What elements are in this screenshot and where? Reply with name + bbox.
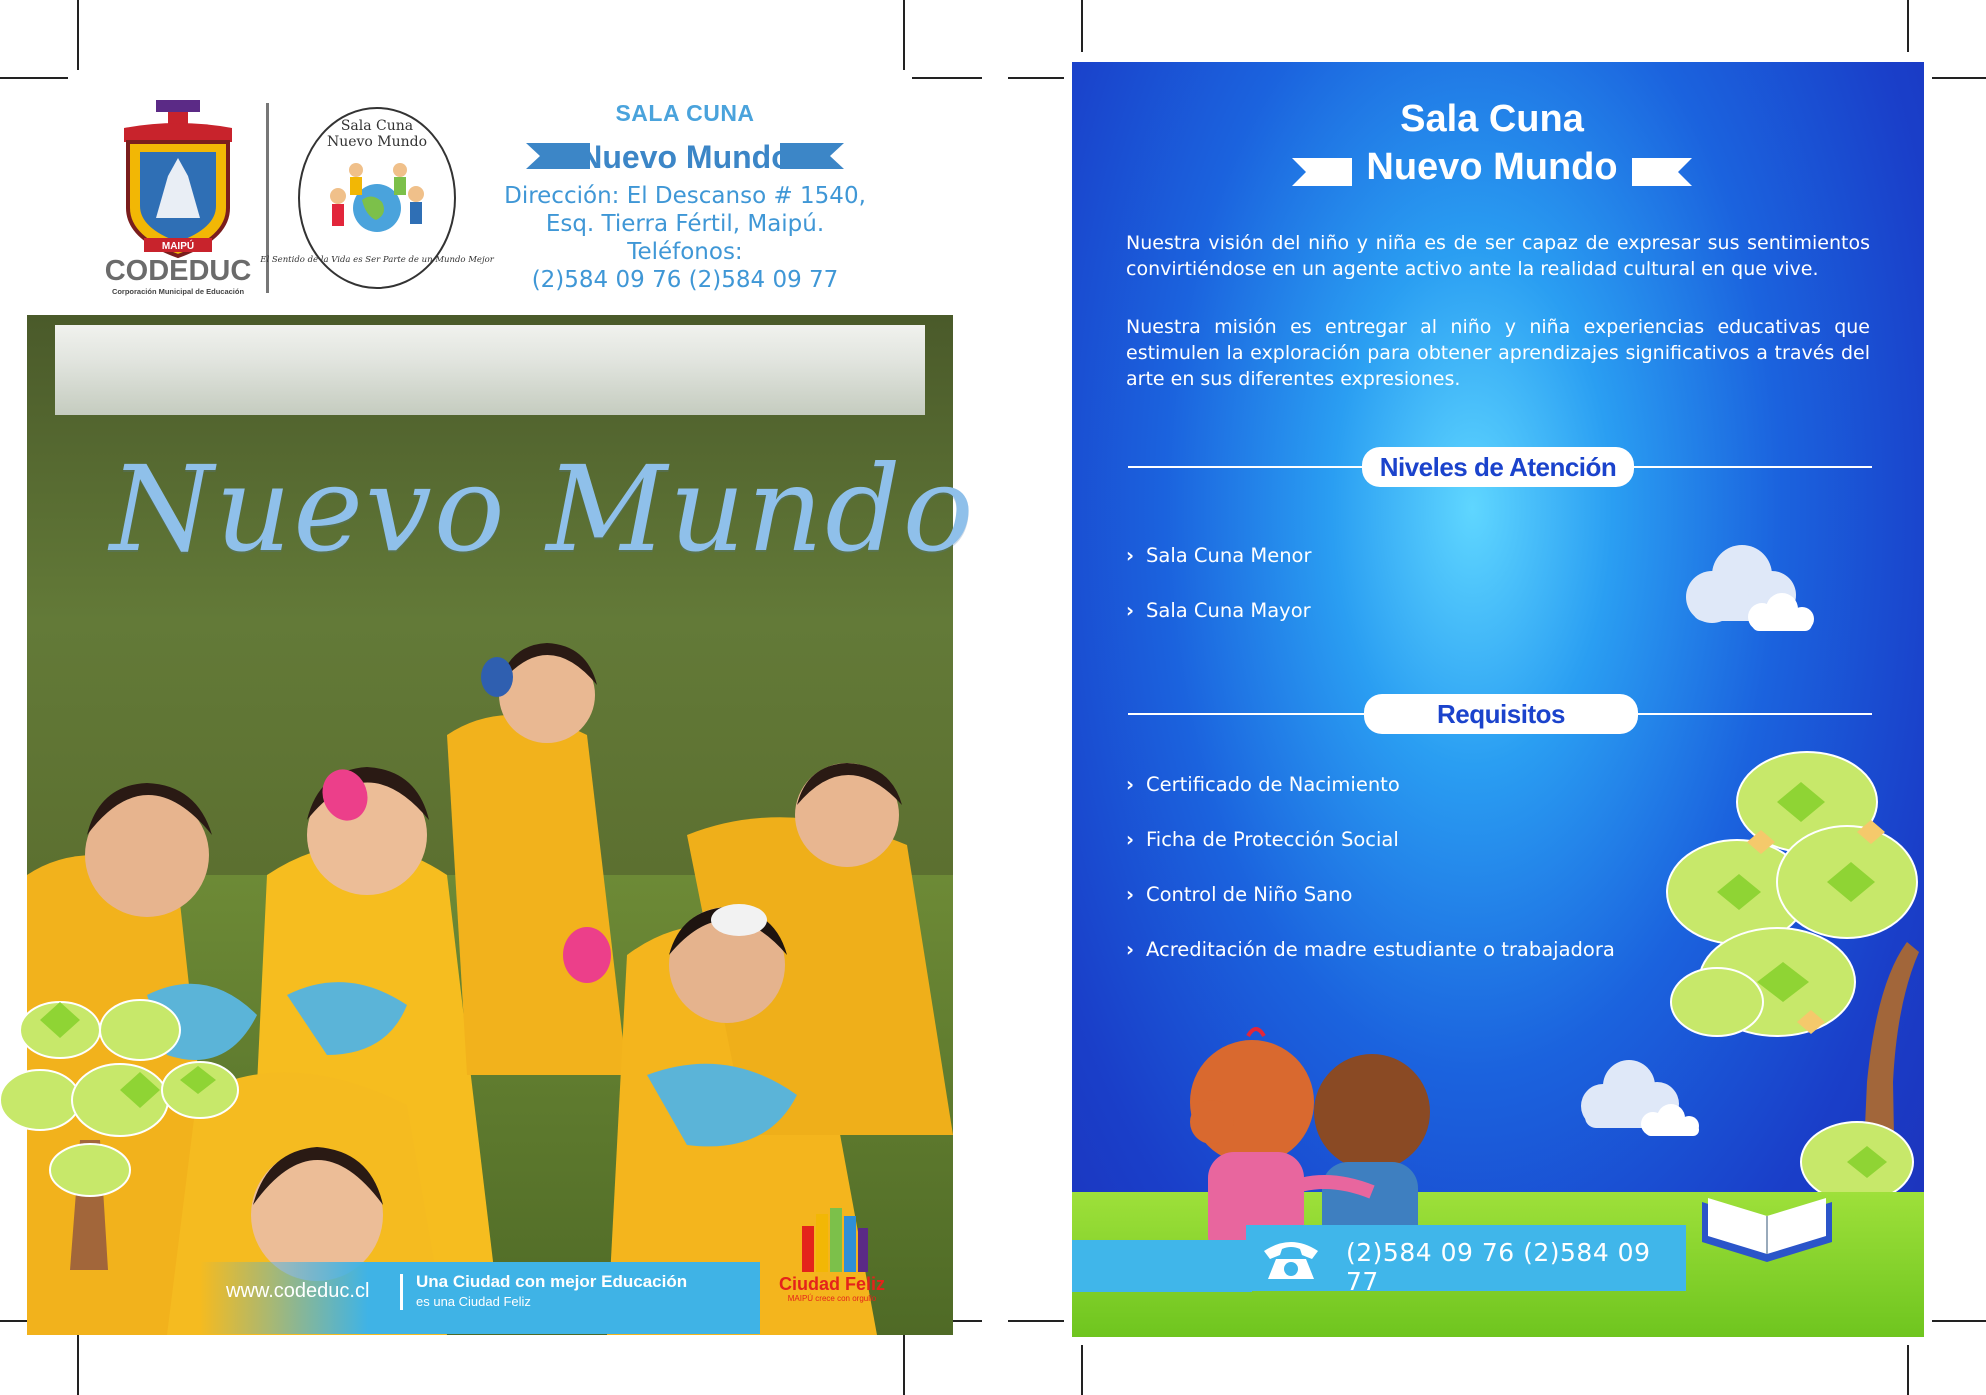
- back-title-line2-wrap: [1292, 146, 1692, 196]
- crop-mark: [1907, 1345, 1909, 1395]
- ciudad-feliz-logo: [772, 1208, 892, 1308]
- chevron-right-icon: ›: [1126, 599, 1135, 622]
- codeduc-subtitle: Corporación Municipal de Educación: [111, 287, 245, 296]
- header-sala-cuna: SALA CUNA: [615, 100, 755, 126]
- requisitos-item: › Ficha de Protección Social: [1126, 828, 1399, 851]
- codeduc-city: MAIPÚ: [161, 241, 195, 252]
- crop-mark: [1932, 77, 1986, 79]
- tree-left-icon: [0, 970, 250, 1270]
- phones-label: Teléfonos:: [627, 239, 743, 265]
- footer-tagline-sub: es una Ciudad Feliz: [416, 1294, 531, 1309]
- crop-mark: [1081, 1345, 1083, 1395]
- city-buildings-icon: [772, 1208, 892, 1274]
- requisitos-item: › Acreditación de madre estudiante o trabajadora: [1126, 938, 1615, 961]
- front-cover: [0, 0, 990, 1395]
- header-nuevo-mundo: [520, 136, 850, 178]
- chevron-right-icon: ›: [1126, 773, 1135, 796]
- phone-numbers: (2)584 09 76 (2)584 09 77: [1346, 1238, 1651, 1296]
- phone-bar-extension: [1072, 1240, 1252, 1292]
- chevron-right-icon: ›: [1126, 544, 1135, 567]
- address-line-2: Esq. Tierra Fértil, Maipú.: [545, 211, 825, 237]
- script-title: Nuevo Mundo: [110, 440, 976, 578]
- cloud-icon: [1672, 537, 1822, 637]
- phone-bar: [1246, 1225, 1686, 1296]
- back-title-line1: Sala Cuna: [1400, 98, 1584, 140]
- sala-logo-line1: Sala Cuna: [340, 118, 414, 134]
- crop-mark: [1907, 0, 1909, 52]
- back-cover: [1072, 62, 1924, 1337]
- sala-logo-ring: El Sentido de la Vida es Ser Parte de un Mundo Mejor: [260, 255, 494, 265]
- chevron-right-icon: ›: [1126, 938, 1135, 961]
- niveles-item: › Sala Cuna Menor: [1126, 544, 1312, 567]
- footer-tagline: Una Ciudad con mejor Educación: [416, 1272, 688, 1291]
- header-contact: [490, 182, 880, 294]
- sala-logo-line2: Nuevo Mundo: [326, 134, 428, 150]
- back-title-line2: Nuevo Mundo: [1366, 146, 1618, 188]
- codeduc-logo: [98, 98, 258, 298]
- niveles-item: › Sala Cuna Mayor: [1126, 599, 1311, 622]
- ciudad-feliz-sub: MAIPÚ crece con orgullo: [787, 1294, 877, 1303]
- codeduc-name: CODEDUC: [104, 255, 252, 287]
- crop-mark: [1008, 1320, 1064, 1322]
- chevron-right-icon: ›: [1126, 828, 1135, 851]
- sala-cuna-logo: [260, 104, 494, 292]
- address-line-1: Dirección: El Descanso # 1540,: [504, 183, 866, 209]
- requisitos-item: › Control de Niño Sano: [1126, 883, 1353, 906]
- open-book-icon: [1692, 1182, 1842, 1262]
- header-nuevo-mundo-text: Nuevo Mundo: [579, 139, 791, 175]
- website-link[interactable]: www.codeduc.cl: [226, 1280, 370, 1302]
- footer-divider: [400, 1274, 403, 1310]
- mission-paragraph: Nuestra misión es entregar al niño y niña experiencias educativas que estimulen la exploración para obtener aprendizajes significativos a través del arte en sus diferentes expresiones.: [1126, 316, 1870, 390]
- crop-mark: [1008, 77, 1064, 79]
- crop-mark: [1081, 0, 1083, 52]
- crop-mark: [1932, 1320, 1986, 1322]
- phones-value: (2)584 09 76 (2)584 09 77: [531, 267, 839, 293]
- requisitos-heading: Requisitos: [1364, 694, 1638, 734]
- telephone-icon: [1260, 1237, 1322, 1281]
- ciudad-feliz-name: Ciudad Feliz: [778, 1274, 885, 1294]
- chevron-right-icon: ›: [1126, 883, 1135, 906]
- niveles-heading: Niveles de Atención: [1362, 447, 1634, 487]
- vision-paragraph: Nuestra visión del niño y niña es de ser capaz de expresar sus sentimientos convirtiéndose en un agente activo ante la realidad cultural en que vive.: [1126, 232, 1870, 280]
- footer-bar: [200, 1262, 760, 1334]
- requisitos-item: › Certificado de Nacimiento: [1126, 773, 1400, 796]
